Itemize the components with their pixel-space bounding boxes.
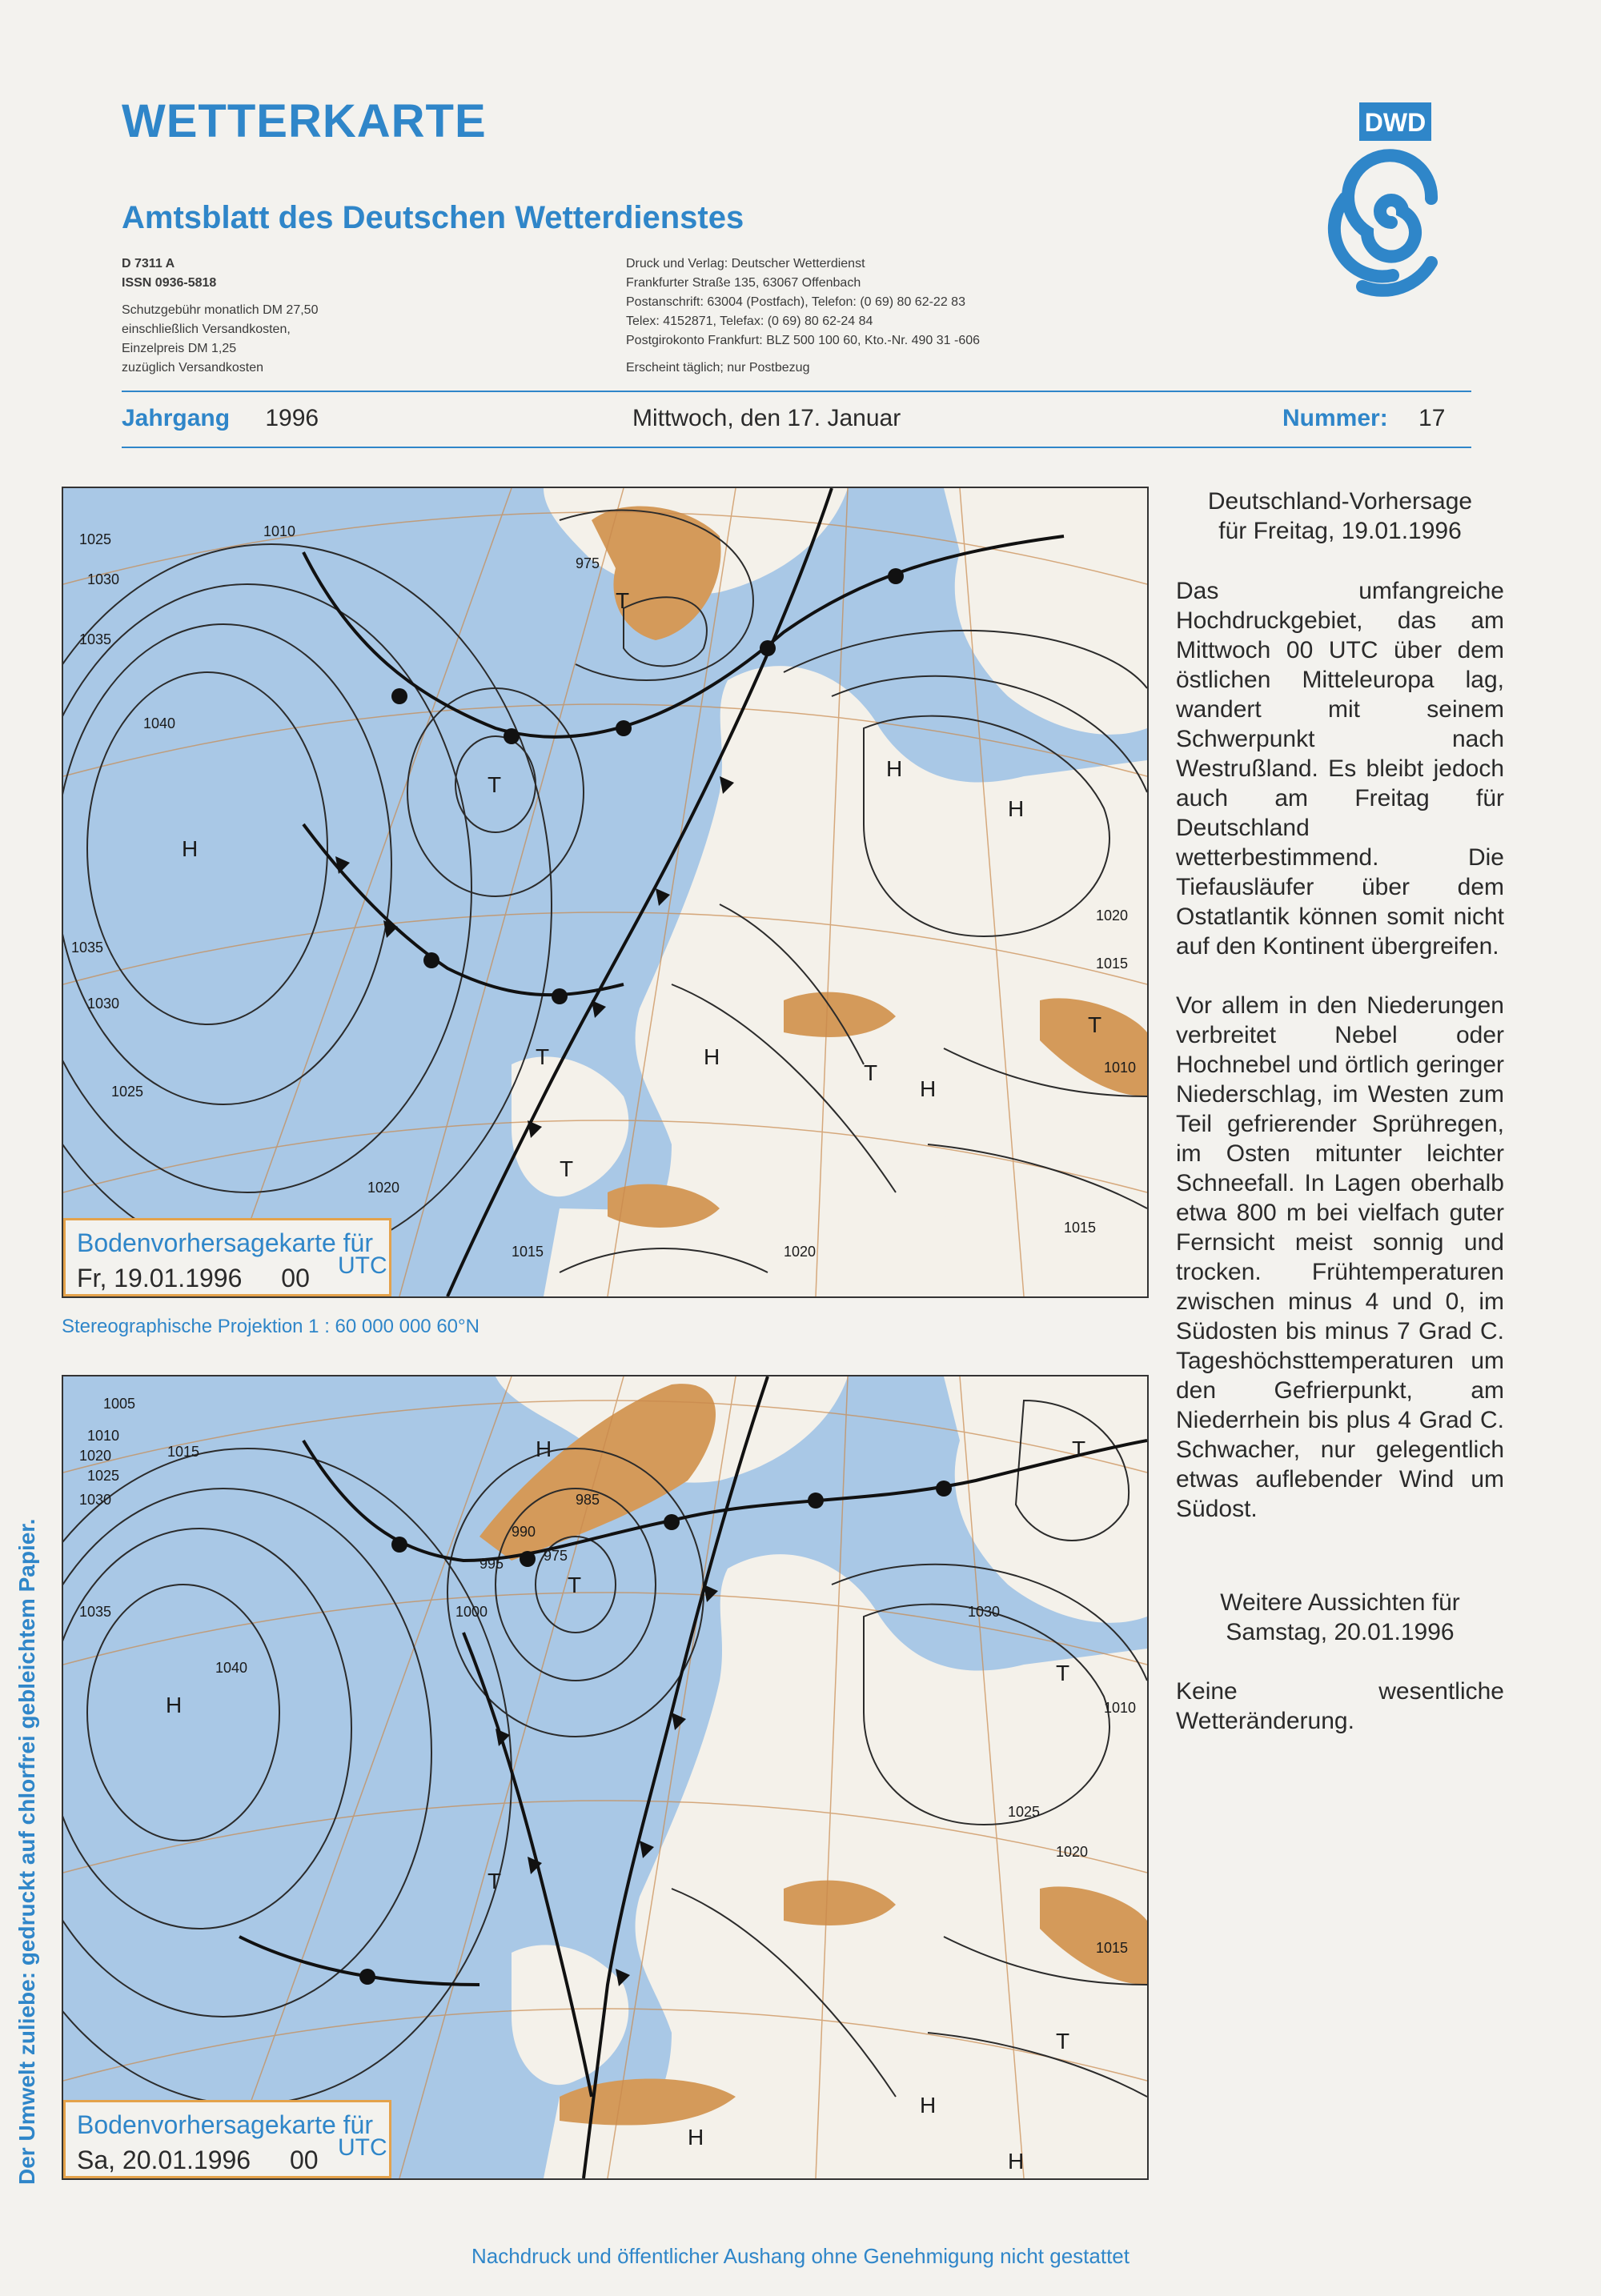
map2-isobar-label: 1005 <box>103 1396 136 1412</box>
forecast-paragraph-2: Vor allem in den Niederungen verbreitet Nebel oder Hochnebel und örtlich geringer Niederschlag, im Westen zum Teil gefrierender Sprühregen, im Osten mitunter leichter Schneefall. In Lagen oberhalb etwa 800 m bei vielfach guter Fernsicht meist sonnig und trocken. Frühtemperaturen zwischen minus 4 und 0, im Südosten bis minus 7 Grad C. Tageshöchsttemperaturen um den Gefrierpunkt, am Niederrhein bis plus 4 Grad C. Schwacher, nur gelegentlich etwas auflebender Wind um Südost. <box>1176 992 1504 1522</box>
environment-note: Der Umwelt zuliebe: gedruckt auf chlorfrei gebleichtem Papier. <box>14 1518 39 2185</box>
publication-number: D 7311 A <box>122 257 175 270</box>
map1-low-iberia: T <box>560 1156 574 1181</box>
publisher-info <box>626 254 1186 378</box>
map1-isobar-label: 1035 <box>71 940 104 956</box>
map-saturday-graphic <box>63 1376 1147 2178</box>
map2-isobar-label: 985 <box>576 1492 600 1508</box>
footer-note: Nachdruck und öffentlicher Aushang ohne Genehmigung nicht gestattet <box>471 2244 1130 2268</box>
forecast-map-friday <box>62 487 1149 1298</box>
map1-isobar-label: 1020 <box>1096 908 1129 924</box>
fee-line-2: einschließlich Versandkosten, <box>122 323 291 336</box>
publisher-line-1: Druck und Verlag: Deutscher Wetterdienst <box>626 257 865 270</box>
nummer-label: Nummer: <box>1282 405 1388 431</box>
issn: ISSN 0936-5818 <box>122 276 217 290</box>
map1-caption <box>63 1218 391 1296</box>
map1-low-iceland: T <box>616 588 630 613</box>
map2-isobar-label: 1035 <box>79 1604 112 1620</box>
map2-caption-title: Bodenvorhersagekarte für <box>77 2110 373 2139</box>
map1-utc: UTC <box>338 1252 387 1279</box>
map2-caption <box>63 2100 391 2178</box>
map2-isobar-label: 975 <box>544 1548 568 1564</box>
jahrgang-value: 1996 <box>265 405 319 431</box>
fee-line-3: Einzelpreis DM 1,25 <box>122 342 237 355</box>
map1-isobar-label: 1015 <box>1064 1220 1097 1236</box>
publisher-line-5: Postgirokonto Frankfurt: BLZ 500 100 60, Kto.-Nr. 490 31 -606 <box>626 334 981 347</box>
map2-time: 00 <box>289 2146 319 2174</box>
map2-isobar-label: 1040 <box>215 1660 248 1676</box>
map1-low-blacksea: T <box>1088 1012 1102 1037</box>
page-subtitle: Amtsblatt des Deutschen Wetterdienstes <box>122 200 744 235</box>
map1-isobar-label: 1035 <box>79 631 112 647</box>
forecast-text <box>1176 487 1504 1736</box>
map2-isobar-label: 1020 <box>1056 1844 1089 1860</box>
map1-isobar-label: 1030 <box>87 571 120 587</box>
map2-isobar-label: 1030 <box>968 1604 1001 1620</box>
map2-isobar-label: 1015 <box>1096 1940 1129 1956</box>
map2-isobar-label: 1010 <box>87 1428 120 1444</box>
map2-high-atlantic: H <box>166 1693 183 1717</box>
map1-low-atlantic: T <box>488 772 502 797</box>
header-rule-top <box>122 391 1471 392</box>
jahrgang <box>122 405 319 432</box>
map2-isobar-label: 1030 <box>79 1492 112 1508</box>
map2-utc: UTC <box>338 2134 387 2161</box>
map2-high-balkan: H <box>920 2093 937 2118</box>
map1-high-scandinavia: H <box>886 756 903 781</box>
forecast-paragraph-1: Das umfangreiche Hochdruckgebiet, das am Mittwoch 00 UTC über dem östlichen Mitteleuropa lag, wandert mit seinem Schwerpunkt nach Westrußland. Es bleibt jedoch auch am Freitag für Deutschland wetterbestimmend. Die Tiefausläufer über dem Ostatlantik können somit nicht auf den Kontinent übergreifen. <box>1176 578 1504 960</box>
map2-isobar-label: 990 <box>512 1524 536 1540</box>
map1-isobar-label: 1015 <box>512 1244 544 1260</box>
nummer-value: 17 <box>1418 405 1446 431</box>
publication-info <box>122 254 490 378</box>
map2-high-south: H <box>688 2125 704 2150</box>
map2-high-east: H <box>1008 2149 1025 2174</box>
map2-isobar-label: 1000 <box>455 1604 488 1620</box>
map2-isobar-label: 1015 <box>167 1444 200 1460</box>
publisher-line-2: Frankfurter Straße 135, 63067 Offenbach <box>626 276 861 290</box>
map2-caption-date <box>77 2146 319 2175</box>
map1-date: Fr, 19.01.1996 <box>77 1264 243 1292</box>
projection-note: Stereographische Projektion 1 : 60 000 000 60°N <box>62 1316 479 1337</box>
map1-isobar-label: 1010 <box>1104 1060 1137 1076</box>
dwd-logo <box>1311 102 1457 303</box>
map1-isobar-label: 1020 <box>784 1244 817 1260</box>
map1-high-russia: H <box>1008 796 1025 821</box>
map2-isobar-label: 995 <box>479 1556 504 1572</box>
map2-high-greenland: H <box>536 1437 552 1461</box>
issue-date: Mittwoch, den 17. Januar <box>632 405 901 431</box>
logo-text: DWD <box>1364 108 1426 137</box>
publisher-line-4: Telex: 4152871, Telefax: (0 69) 80 62-24 84 <box>626 315 873 328</box>
forecast-map-saturday <box>62 1375 1149 2180</box>
map1-isobar-label: 1010 <box>263 523 296 539</box>
outlook-heading-1: Weitere Aussichten für <box>1220 1589 1460 1616</box>
map1-isobar-label: 975 <box>576 555 600 571</box>
map2-low-russia: T <box>1056 1661 1070 1685</box>
forecast-heading-2: für Freitag, 19.01.1996 <box>1218 518 1462 544</box>
map1-low-italy: T <box>864 1060 878 1085</box>
map1-caption-date <box>77 1264 310 1293</box>
map-friday-graphic <box>63 488 1147 1296</box>
map1-time: 00 <box>281 1264 310 1292</box>
map1-isobar-label: 1025 <box>111 1084 144 1100</box>
map2-isobar-label: 1025 <box>1008 1804 1041 1820</box>
map1-isobar-label: 1025 <box>79 531 112 547</box>
jahrgang-label: Jahrgang <box>122 405 231 431</box>
fee-line-4: zuzüglich Versandkosten <box>122 361 263 375</box>
nummer <box>1282 405 1445 432</box>
map2-low-atlantic: T <box>568 1573 582 1597</box>
page-title: WETTERKARTE <box>122 95 487 147</box>
outlook-paragraph: Keine wesentliche Wetteränderung. <box>1176 1678 1504 1734</box>
map1-high-central: H <box>704 1044 720 1069</box>
header-rule-bottom <box>122 447 1471 448</box>
outlook-heading-2: Samstag, 20.01.1996 <box>1226 1619 1455 1645</box>
publisher-line-3: Postanschrift: 63004 (Postfach), Telefon: (0 69) 80 62-22 83 <box>626 295 965 309</box>
map1-high-balkan: H <box>920 1076 937 1101</box>
map2-date: Sa, 20.01.1996 <box>77 2146 251 2174</box>
map2-low-blacksea: T <box>1056 2029 1070 2054</box>
map2-isobar-label: 1010 <box>1104 1700 1137 1716</box>
map2-low-north: T <box>1072 1437 1086 1461</box>
map1-high-atlantic: H <box>182 836 199 861</box>
map1-isobar-label: 1020 <box>367 1180 400 1196</box>
publisher-line-6: Erscheint täglich; nur Postbezug <box>626 361 810 375</box>
map1-caption-title: Bodenvorhersagekarte für <box>77 1228 373 1257</box>
map1-low-biscay: T <box>536 1044 550 1069</box>
map1-isobar-label: 1030 <box>87 996 120 1012</box>
map2-isobar-label: 1020 <box>79 1448 112 1464</box>
map2-isobar-label: 1025 <box>87 1468 120 1484</box>
forecast-heading-1: Deutschland-Vorhersage <box>1207 488 1473 515</box>
map1-isobar-label: 1015 <box>1096 956 1129 972</box>
map2-low-biscay: T <box>488 1869 502 1893</box>
fee-line-1: Schutzgebühr monatlich DM 27,50 <box>122 303 319 317</box>
map1-isobar-label: 1040 <box>143 715 176 731</box>
